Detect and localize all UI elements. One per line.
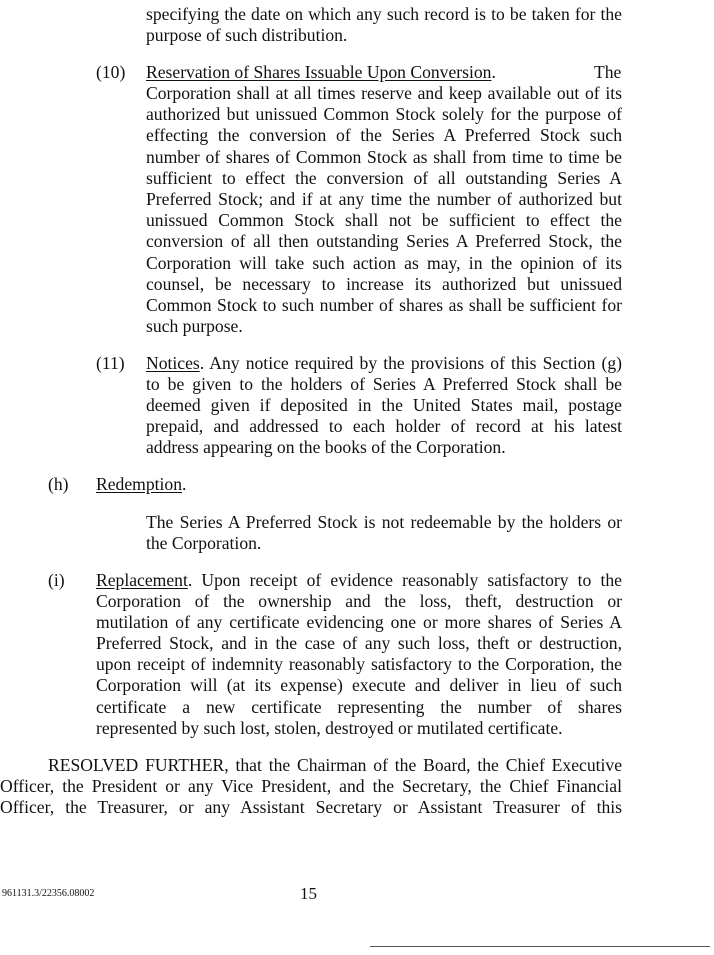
intro-line: specifying the date on which any such record is to be taken for the: [146, 4, 622, 24]
section-i-line: certificate a new certificate representing the number of shares: [96, 697, 622, 717]
section-h-heading-line: [96, 474, 186, 495]
item10-line: such purpose.: [146, 316, 243, 336]
item10-line: Preferred Stock; and if at any time the number of authorized but: [146, 189, 622, 209]
section-i-line: represented by such lost, stolen, destroyed or mutilated certificate.: [96, 718, 563, 738]
item11-line: prepaid, and addressed to each holder of record at his latest: [146, 416, 622, 436]
section-h-line: the Corporation.: [146, 533, 262, 553]
section-h-line: The Series A Preferred Stock is not redeemable by the holders or: [146, 512, 622, 532]
section-i-line: Corporation of the ownership and the loss, theft, destruction or: [96, 591, 622, 611]
section-i-first-line-tail: . Upon receipt of evidence reasonably satisfactory to the: [187, 570, 622, 590]
item10-line: Corporation will take such action as may, in the opinion of its: [146, 253, 622, 273]
resolution-line: Officer, the President or any Vice President, and the Secretary, the Chief Financial: [0, 776, 622, 796]
item10-line: number of shares of Common Stock as shall from time to time be: [146, 147, 622, 167]
section-i-line: mutilation of any certificate evidencing one or more shares of Series A: [96, 612, 622, 632]
section-i-line: upon receipt of indemnity reasonably satisfactory to the Corporation, the: [96, 654, 622, 674]
item10-heading-line: [146, 62, 496, 83]
section-h-heading-suffix: .: [182, 474, 187, 494]
item10-line: counsel, be necessary to increase its authorized but unissued: [146, 274, 622, 294]
item10-heading: Reservation of Shares Issuable Upon Conversion: [146, 62, 492, 82]
item10-line: authorized but unissued Common Stock solely for the purpose of: [146, 104, 622, 124]
item11-line: deemed given if deposited in the United States mail, postage: [146, 395, 622, 415]
section-h-heading: Redemption: [96, 474, 183, 494]
section-i-first-line: [96, 570, 622, 591]
item10-heading-suffix: .: [491, 62, 496, 82]
scan-edge-line: [370, 946, 710, 947]
item10-line: sufficient to effect the conversion of all outstanding Series A: [146, 168, 622, 188]
item11-first-line-tail: . Any notice required by the provisions of this Section (g): [199, 353, 622, 373]
item-number: (10): [96, 62, 126, 82]
item10-line: conversion of all then outstanding Series A Preferred Stock, the: [146, 231, 622, 251]
section-i-heading: Replacement: [96, 570, 188, 590]
item-number: (11): [96, 353, 125, 373]
section-number: (i): [48, 570, 65, 590]
item11-first-line: [146, 353, 622, 374]
item11-heading: Notices: [146, 353, 200, 373]
section-i-line: Preferred Stock, and in the case of any such loss, theft or destruction,: [96, 633, 622, 653]
section-number: (h): [48, 474, 69, 494]
item10-line: Corporation shall at all times reserve and keep available out of its: [146, 83, 622, 103]
item10-line: Common Stock to such number of shares as shall be sufficient for: [146, 295, 622, 315]
item11-line: address appearing on the books of the Corporation.: [146, 437, 506, 457]
page-number: 15: [300, 884, 317, 903]
intro-line: purpose of such distribution.: [146, 25, 348, 45]
item10-first-line-tail: The: [594, 62, 622, 82]
section-i-line: Corporation will (at its expense) execute and deliver in lieu of such: [96, 675, 622, 695]
item10-line: unissued Common Stock shall not be sufficient to effect the: [146, 210, 622, 230]
resolution-line: Officer, the Treasurer, or any Assistant Secretary or Assistant Treasurer of this: [0, 797, 622, 817]
item11-line: to be given to the holders of Series A Preferred Stock shall be: [146, 374, 622, 394]
document-id: 961131.3/22356.08002: [2, 888, 95, 899]
resolution-line: RESOLVED FURTHER, that the Chairman of the Board, the Chief Executive: [48, 755, 622, 775]
item10-line: effecting the conversion of the Series A Preferred Stock such: [146, 125, 622, 145]
